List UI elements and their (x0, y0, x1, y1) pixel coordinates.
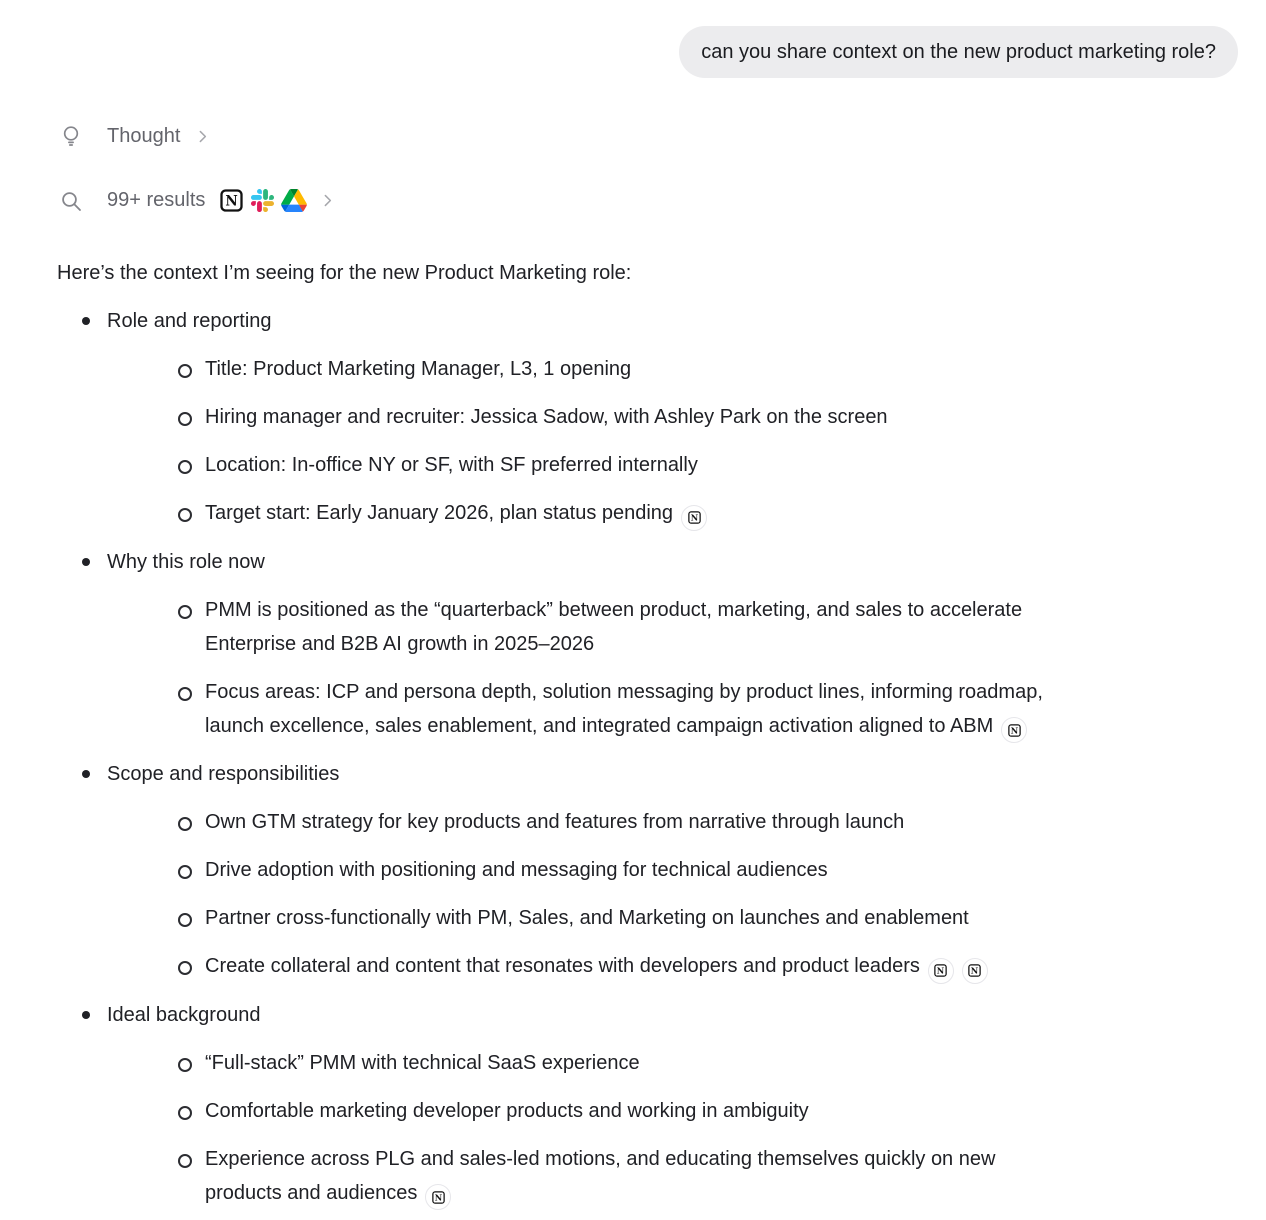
intro-text: Here’s the context I’m seeing for the new Product Marketing role: (57, 262, 632, 284)
section-items (107, 593, 1065, 744)
section-title: Scope and responsibilities (107, 763, 340, 785)
item-text: Hiring manager and recruiter: Jessica Sadow, with Ashley Park on the screen (205, 406, 888, 428)
lightbulb-icon (59, 124, 83, 148)
slack-icon (251, 189, 274, 212)
svg-text:N: N (1010, 725, 1018, 736)
google-drive-icon (281, 189, 307, 212)
user-message-row (0, 0, 1266, 78)
assistant-response (57, 256, 1065, 1210)
notion-icon (1007, 723, 1022, 738)
notion-citation-chip[interactable] (928, 958, 954, 984)
thought-label: Thought (107, 124, 181, 147)
outline-item (107, 805, 1065, 839)
outline-section (57, 757, 1065, 984)
svg-text:N: N (690, 512, 698, 523)
outline-item (107, 1094, 1065, 1128)
notion-icon (967, 963, 982, 978)
notion-citation-chip[interactable] (681, 505, 707, 531)
notion-icon (219, 188, 244, 213)
svg-text:N: N (434, 1192, 443, 1203)
outline-item (107, 675, 1065, 744)
outline-section (57, 998, 1065, 1211)
search-results-toggle[interactable] (59, 188, 1266, 213)
notion-icon (687, 510, 702, 525)
outline-section (57, 304, 1065, 531)
item-text: Drive adoption with positioning and messaging for technical audiences (205, 859, 828, 881)
item-text: Partner cross-functionally with PM, Sales, and Marketing on launches and enablement (205, 907, 969, 929)
outline-item (107, 496, 1065, 531)
outline-item (107, 448, 1065, 482)
section-items (107, 805, 1065, 984)
outline-item (107, 1046, 1065, 1080)
section-title: Role and reporting (107, 310, 272, 332)
item-text: Create collateral and content that resonates with developers and product leaders (205, 955, 920, 977)
thought-toggle[interactable] (59, 124, 1266, 148)
item-text: Own GTM strategy for key products and features from narrative through launch (205, 811, 905, 833)
user-message-bubble (679, 26, 1238, 78)
section-title: Ideal background (107, 1003, 261, 1026)
outline-item (107, 853, 1065, 887)
item-text: Focus areas: ICP and persona depth, solution messaging by product lines, informing roadmap, launch excellence, sales enablement, and integrated campaign activation aligned to ABM (205, 680, 1043, 737)
outline-item (107, 593, 1065, 661)
outline-item (107, 400, 1065, 434)
search-results-label: 99+ results (107, 189, 206, 211)
notion-citation-chip[interactable] (425, 1184, 451, 1210)
item-text: “Full-stack” PMM with technical SaaS experience (205, 1051, 640, 1074)
chevron-right-icon (319, 192, 336, 209)
notion-citation-chip[interactable] (1001, 717, 1027, 743)
outline-item (107, 901, 1065, 935)
section-title: Why this role now (107, 550, 265, 573)
item-text: PMM is positioned as the “quarterback” between product, marketing, and sales to accelerate Enterprise and B2B AI growth in 2025–2026 (205, 598, 1023, 655)
svg-text:N: N (937, 965, 945, 976)
item-text: Location: In-office NY or SF, with SF preferred internally (205, 454, 698, 476)
notion-citation-chip[interactable] (962, 958, 988, 984)
item-text: Comfortable marketing developer products and working in ambiguity (205, 1099, 809, 1122)
outline-section (57, 545, 1065, 744)
user-message-text: can you share context on the new product marketing role? (701, 41, 1216, 63)
item-text: Experience across PLG and sales-led motions, and educating themselves quickly on new products and audiences (205, 1147, 996, 1204)
notion-icon (933, 963, 948, 978)
section-items (107, 1046, 1065, 1211)
item-text: Target start: Early January 2026, plan status pending (205, 502, 674, 524)
section-items (107, 352, 1065, 531)
outline-item (107, 1142, 1065, 1211)
svg-text:N: N (971, 965, 979, 976)
chevron-right-icon (194, 128, 211, 145)
outline-list (57, 304, 1065, 1210)
outline-item (107, 949, 1065, 984)
outline-item (107, 352, 1065, 386)
notion-icon (431, 1190, 446, 1205)
source-icons (219, 188, 307, 213)
search-icon (59, 189, 83, 213)
svg-text:N: N (225, 193, 239, 210)
item-text: Title: Product Marketing Manager, L3, 1 opening (205, 358, 632, 380)
